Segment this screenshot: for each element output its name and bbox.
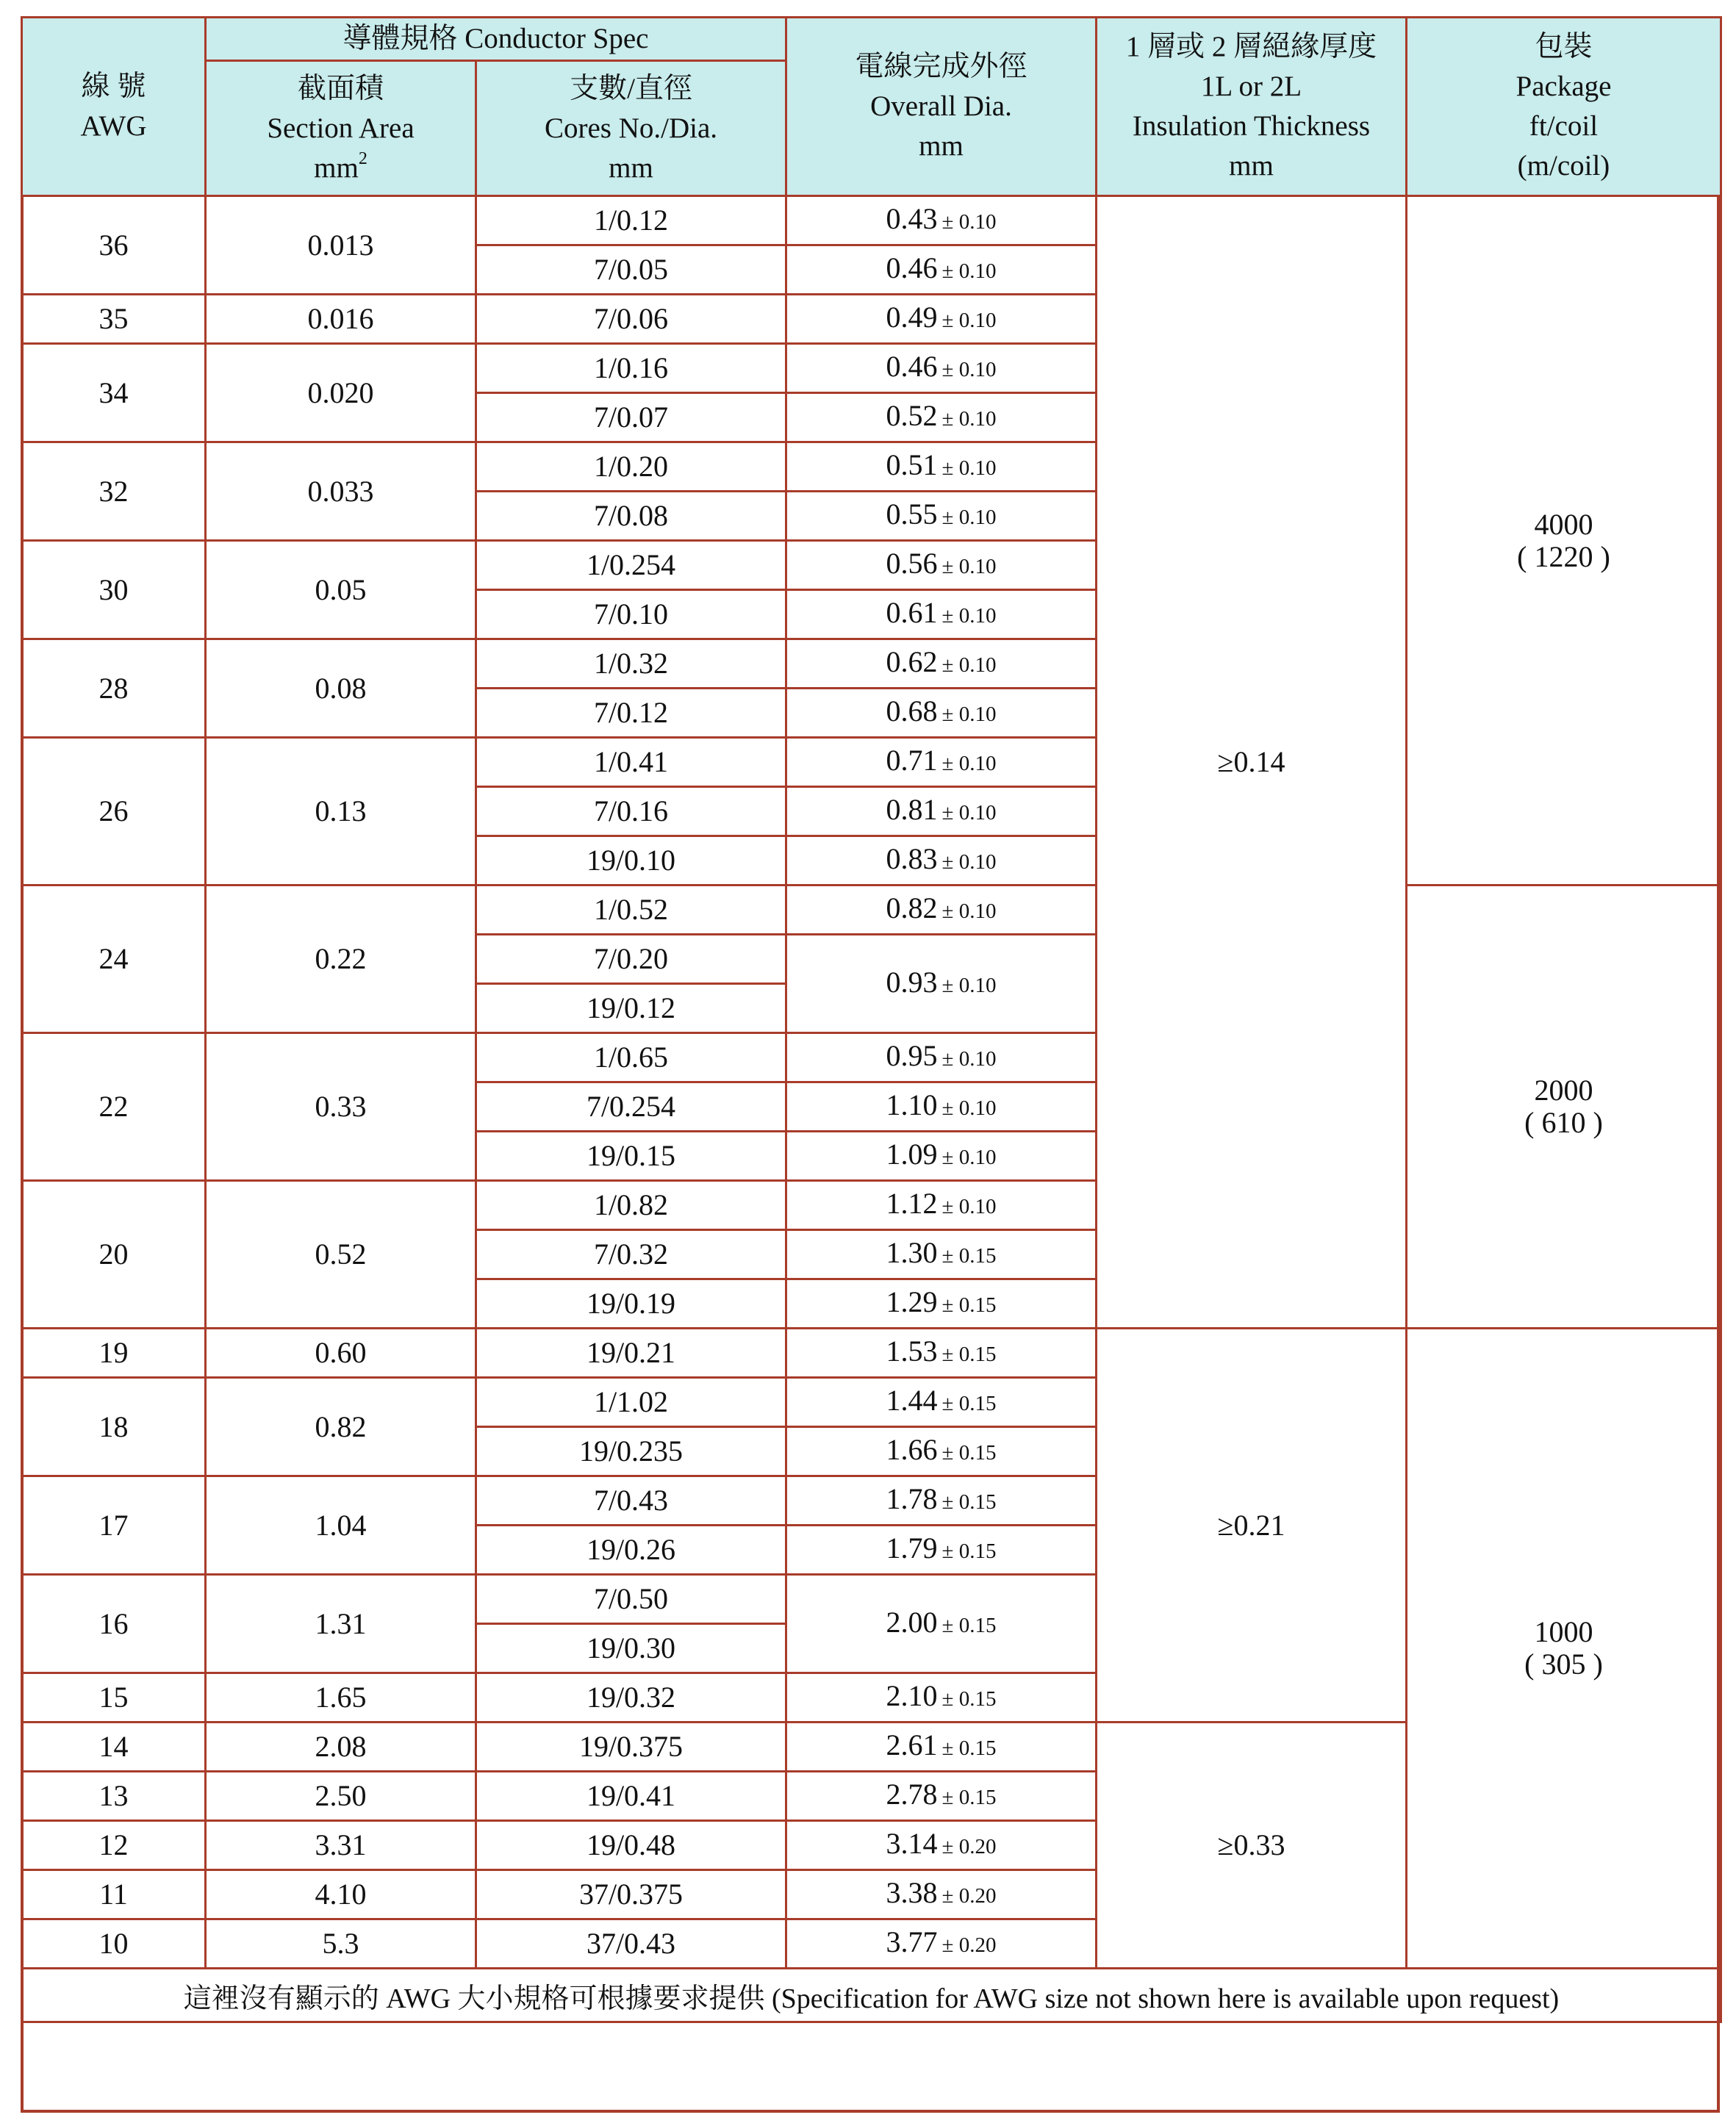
cores-dia-cell: 7/0.06 xyxy=(476,295,786,344)
awg-cell: 11 xyxy=(22,1870,206,1919)
overall-dia-tolerance: ± 0.20 xyxy=(941,1933,997,1957)
overall-dia-value: 1.44 xyxy=(886,1384,938,1417)
awg-cell: 36 xyxy=(22,196,206,295)
cores-dia-cell: 19/0.12 xyxy=(476,984,786,1033)
section-area-cell: 0.013 xyxy=(206,196,476,295)
overall-dia-value: 1.66 xyxy=(886,1433,938,1466)
section-area-cell: 0.13 xyxy=(206,738,476,886)
awg-cell: 17 xyxy=(22,1476,206,1575)
overall-dia-tolerance: ± 0.10 xyxy=(941,1146,997,1169)
header-awg: 線 號 AWG xyxy=(22,18,206,196)
cores-dia-cell: 7/0.12 xyxy=(476,689,786,738)
header-cores-dia: 支數/直徑 Cores No./Dia. mm xyxy=(476,61,786,196)
cores-dia-cell: 19/0.26 xyxy=(476,1526,786,1575)
table-row xyxy=(22,1329,1721,1378)
overall-dia-value: 1.30 xyxy=(886,1236,938,1269)
header-overall-dia: 電線完成外徑 Overall Dia. mm xyxy=(786,18,1097,196)
overall-dia-tolerance: ± 0.10 xyxy=(941,801,997,825)
overall-dia-tolerance: ± 0.10 xyxy=(941,899,997,923)
cores-dia-cell: 1/0.52 xyxy=(476,886,786,935)
overall-dia-value: 0.51 xyxy=(886,448,938,481)
overall-dia-value: 0.43 xyxy=(886,202,938,235)
overall-dia-value: 2.10 xyxy=(886,1679,938,1712)
awg-spec-table xyxy=(21,16,1722,2023)
overall-dia-value: 0.46 xyxy=(886,251,938,284)
overall-dia-tolerance: ± 0.15 xyxy=(941,1540,997,1563)
overall-dia-value: 2.00 xyxy=(886,1605,938,1639)
awg-cell: 19 xyxy=(22,1329,206,1378)
cores-dia-cell: 19/0.30 xyxy=(476,1624,786,1673)
cores-dia-cell: 19/0.235 xyxy=(476,1427,786,1476)
overall-dia-cell xyxy=(786,1723,1097,1772)
cores-dia-cell: 19/0.41 xyxy=(476,1772,786,1821)
cores-dia-cell: 1/1.02 xyxy=(476,1378,786,1427)
package-ft-coil: 4000 xyxy=(1534,507,1593,541)
overall-dia-tolerance: ± 0.10 xyxy=(941,506,997,529)
overall-dia-cell xyxy=(786,1476,1097,1526)
cores-dia-cell: 1/0.32 xyxy=(476,639,786,689)
awg-cell: 12 xyxy=(22,1821,206,1870)
overall-dia-value: 0.95 xyxy=(886,1039,938,1072)
overall-dia-cell xyxy=(786,1181,1097,1230)
overall-dia-value: 1.10 xyxy=(886,1088,938,1121)
overall-dia-cell xyxy=(786,245,1097,295)
cores-dia-cell: 1/0.16 xyxy=(476,344,786,393)
overall-dia-tolerance: ± 0.10 xyxy=(941,604,997,628)
section-area-cell: 0.60 xyxy=(206,1329,476,1378)
section-area-cell: 1.04 xyxy=(206,1476,476,1575)
cores-dia-cell: 1/0.82 xyxy=(476,1181,786,1230)
section-area-cell: 1.31 xyxy=(206,1575,476,1673)
overall-dia-value: 0.46 xyxy=(886,350,938,383)
awg-cell: 16 xyxy=(22,1575,206,1673)
overall-dia-tolerance: ± 0.15 xyxy=(941,1786,997,1809)
overall-dia-tolerance: ± 0.10 xyxy=(941,309,997,332)
overall-dia-tolerance: ± 0.15 xyxy=(941,1392,997,1415)
overall-dia-tolerance: ± 0.20 xyxy=(941,1835,997,1858)
overall-dia-cell xyxy=(786,836,1097,886)
overall-dia-tolerance: ± 0.10 xyxy=(941,555,997,578)
cores-dia-cell: 7/0.10 xyxy=(476,590,786,639)
cores-dia-cell: 19/0.15 xyxy=(476,1132,786,1181)
overall-dia-value: 0.62 xyxy=(886,645,938,678)
overall-dia-value: 0.93 xyxy=(886,965,938,999)
cores-dia-cell: 1/0.20 xyxy=(476,442,786,492)
section-area-cell: 0.22 xyxy=(206,886,476,1033)
overall-dia-tolerance: ± 0.15 xyxy=(941,1687,997,1711)
cores-dia-cell: 7/0.20 xyxy=(476,935,786,984)
overall-dia-value: 3.77 xyxy=(886,1925,938,1958)
section-area-cell: 2.08 xyxy=(206,1723,476,1772)
overall-dia-value: 1.79 xyxy=(886,1531,938,1565)
overall-dia-value: 2.61 xyxy=(886,1728,938,1761)
awg-cell: 34 xyxy=(22,344,206,442)
overall-dia-cell xyxy=(786,1132,1097,1181)
cores-dia-cell: 7/0.05 xyxy=(476,245,786,295)
package-ft-coil: 2000 xyxy=(1534,1074,1593,1107)
cores-dia-cell: 19/0.375 xyxy=(476,1723,786,1772)
overall-dia-tolerance: ± 0.10 xyxy=(941,407,997,431)
overall-dia-tolerance: ± 0.15 xyxy=(941,1441,997,1465)
awg-cell: 26 xyxy=(22,738,206,886)
package-ft-coil: 1000 xyxy=(1534,1615,1593,1648)
section-area-cell: 0.33 xyxy=(206,1033,476,1181)
overall-dia-cell xyxy=(786,492,1097,541)
section-area-cell: 0.52 xyxy=(206,1181,476,1329)
section-area-cell: 0.020 xyxy=(206,344,476,442)
overall-dia-tolerance: ± 0.15 xyxy=(941,1293,997,1317)
overall-dia-cell xyxy=(786,295,1097,344)
awg-cell: 13 xyxy=(22,1772,206,1821)
overall-dia-tolerance: ± 0.10 xyxy=(941,850,997,874)
overall-dia-cell xyxy=(786,1673,1097,1723)
awg-cell: 14 xyxy=(22,1723,206,1772)
cores-dia-cell: 19/0.48 xyxy=(476,1821,786,1870)
overall-dia-cell xyxy=(786,639,1097,689)
overall-dia-cell xyxy=(786,590,1097,639)
cores-dia-cell: 7/0.16 xyxy=(476,787,786,836)
awg-cell: 35 xyxy=(22,295,206,344)
awg-cell: 30 xyxy=(22,541,206,639)
overall-dia-tolerance: ± 0.15 xyxy=(941,1343,997,1366)
overall-dia-value: 0.61 xyxy=(886,596,938,629)
overall-dia-value: 1.29 xyxy=(886,1285,938,1318)
cores-dia-cell: 37/0.43 xyxy=(476,1919,786,1969)
section-area-cell: 0.016 xyxy=(206,295,476,344)
overall-dia-tolerance: ± 0.10 xyxy=(941,1195,997,1218)
header-insulation-thickness: 1 層或 2 層絕緣厚度 1L or 2L Insulation Thickness mm xyxy=(1097,18,1407,196)
section-area-cell: 4.10 xyxy=(206,1870,476,1919)
overall-dia-value: 1.12 xyxy=(886,1187,938,1220)
package-m-coil: ( 610 ) xyxy=(1524,1106,1603,1139)
section-area-cell: 3.31 xyxy=(206,1821,476,1870)
header-conductor-spec: 導體規格 Conductor Spec xyxy=(206,18,786,61)
overall-dia-cell xyxy=(786,1378,1097,1427)
awg-cell: 15 xyxy=(22,1673,206,1723)
overall-dia-cell xyxy=(786,541,1097,590)
overall-dia-cell xyxy=(786,1082,1097,1132)
section-area-cell: 0.08 xyxy=(206,639,476,738)
section-area-cell: 2.50 xyxy=(206,1772,476,1821)
overall-dia-cell xyxy=(786,442,1097,492)
overall-dia-cell xyxy=(786,787,1097,836)
insulation-thickness-cell: ≥0.14 xyxy=(1097,196,1407,1329)
overall-dia-tolerance: ± 0.15 xyxy=(941,1490,997,1514)
overall-dia-cell xyxy=(786,393,1097,442)
overall-dia-cell xyxy=(786,1230,1097,1279)
overall-dia-cell xyxy=(786,1329,1097,1378)
section-area-cell: 5.3 xyxy=(206,1919,476,1969)
awg-cell: 28 xyxy=(22,639,206,738)
cores-dia-cell: 7/0.43 xyxy=(476,1476,786,1526)
table-row xyxy=(22,886,1721,935)
overall-dia-tolerance: ± 0.15 xyxy=(941,1244,997,1268)
overall-dia-cell xyxy=(786,738,1097,787)
overall-dia-value: 0.55 xyxy=(886,497,938,531)
package-m-coil: ( 1220 ) xyxy=(1517,539,1610,573)
cores-dia-cell: 1/0.254 xyxy=(476,541,786,590)
cores-dia-cell: 1/0.12 xyxy=(476,196,786,245)
insulation-thickness-cell: ≥0.33 xyxy=(1097,1723,1407,1969)
cores-dia-cell: 19/0.32 xyxy=(476,1673,786,1723)
package-m-coil: ( 305 ) xyxy=(1524,1648,1603,1681)
overall-dia-tolerance: ± 0.15 xyxy=(941,1613,997,1637)
awg-cell: 24 xyxy=(22,886,206,1033)
awg-cell: 18 xyxy=(22,1378,206,1476)
package-cell xyxy=(1407,886,1721,1329)
overall-dia-cell xyxy=(786,1575,1097,1673)
cores-dia-cell: 19/0.19 xyxy=(476,1279,786,1329)
cores-dia-cell: 7/0.07 xyxy=(476,393,786,442)
overall-dia-tolerance: ± 0.10 xyxy=(941,973,997,997)
overall-dia-tolerance: ± 0.10 xyxy=(941,358,997,381)
overall-dia-tolerance: ± 0.15 xyxy=(941,1736,997,1760)
overall-dia-cell xyxy=(786,1919,1097,1969)
overall-dia-cell xyxy=(786,935,1097,1033)
awg-cell: 10 xyxy=(22,1919,206,1969)
overall-dia-tolerance: ± 0.10 xyxy=(941,653,997,677)
section-area-cell: 0.05 xyxy=(206,541,476,639)
overall-dia-value: 3.14 xyxy=(886,1827,938,1860)
overall-dia-value: 0.71 xyxy=(886,744,938,777)
package-cell xyxy=(1407,196,1721,886)
overall-dia-cell xyxy=(786,1870,1097,1919)
section-area-cell: 1.65 xyxy=(206,1673,476,1723)
package-cell xyxy=(1407,1329,1721,1969)
awg-cell: 22 xyxy=(22,1033,206,1181)
awg-cell: 32 xyxy=(22,442,206,541)
overall-dia-value: 0.68 xyxy=(886,694,938,728)
awg-cell: 20 xyxy=(22,1181,206,1329)
cores-dia-cell: 7/0.254 xyxy=(476,1082,786,1132)
overall-dia-tolerance: ± 0.10 xyxy=(941,1047,997,1071)
overall-dia-cell xyxy=(786,1526,1097,1575)
overall-dia-value: 0.83 xyxy=(886,842,938,875)
insulation-thickness-cell: ≥0.21 xyxy=(1097,1329,1407,1723)
overall-dia-cell xyxy=(786,1279,1097,1329)
spec-table-body xyxy=(22,196,1721,1969)
overall-dia-value: 1.09 xyxy=(886,1138,938,1171)
cores-dia-cell: 1/0.65 xyxy=(476,1033,786,1082)
overall-dia-tolerance: ± 0.10 xyxy=(941,703,997,726)
overall-dia-cell xyxy=(786,1427,1097,1476)
overall-dia-value: 2.78 xyxy=(886,1778,938,1811)
cores-dia-cell: 7/0.32 xyxy=(476,1230,786,1279)
cores-dia-cell: 19/0.10 xyxy=(476,836,786,886)
cores-dia-cell: 7/0.50 xyxy=(476,1575,786,1624)
header-package: 包裝 Package ft/coil (m/coil) xyxy=(1407,18,1721,196)
overall-dia-tolerance: ± 0.10 xyxy=(941,752,997,775)
overall-dia-cell xyxy=(786,1033,1097,1082)
overall-dia-value: 0.81 xyxy=(886,793,938,826)
overall-dia-cell xyxy=(786,1821,1097,1870)
overall-dia-tolerance: ± 0.10 xyxy=(941,1096,997,1120)
overall-dia-cell xyxy=(786,344,1097,393)
overall-dia-value: 1.53 xyxy=(886,1334,938,1368)
cores-dia-cell: 37/0.375 xyxy=(476,1870,786,1919)
overall-dia-value: 0.49 xyxy=(886,301,938,334)
overall-dia-cell xyxy=(786,886,1097,935)
overall-dia-value: 0.52 xyxy=(886,399,938,432)
overall-dia-value: 3.38 xyxy=(886,1876,938,1909)
overall-dia-tolerance: ± 0.10 xyxy=(941,259,997,283)
overall-dia-value: 0.82 xyxy=(886,891,938,924)
footnote: 這裡沒有顯示的 AWG 大小規格可根據要求提供 (Specification for AWG size not shown here is available upon request) xyxy=(22,1969,1721,2022)
cores-dia-cell: 19/0.21 xyxy=(476,1329,786,1378)
cores-dia-cell: 1/0.41 xyxy=(476,738,786,787)
overall-dia-cell xyxy=(786,1772,1097,1821)
overall-dia-cell xyxy=(786,196,1097,245)
overall-dia-tolerance: ± 0.10 xyxy=(941,456,997,480)
section-area-cell: 0.82 xyxy=(206,1378,476,1476)
section-area-cell: 0.033 xyxy=(206,442,476,541)
overall-dia-tolerance: ± 0.10 xyxy=(941,210,997,234)
overall-dia-cell xyxy=(786,689,1097,738)
header-section-area: 截面積 Section Area $mm^2$ xyxy=(206,61,476,196)
overall-dia-tolerance: ± 0.20 xyxy=(941,1884,997,1908)
cores-dia-cell: 7/0.08 xyxy=(476,492,786,541)
overall-dia-value: 0.56 xyxy=(886,547,938,580)
overall-dia-value: 1.78 xyxy=(886,1482,938,1515)
table-row xyxy=(22,196,1721,245)
